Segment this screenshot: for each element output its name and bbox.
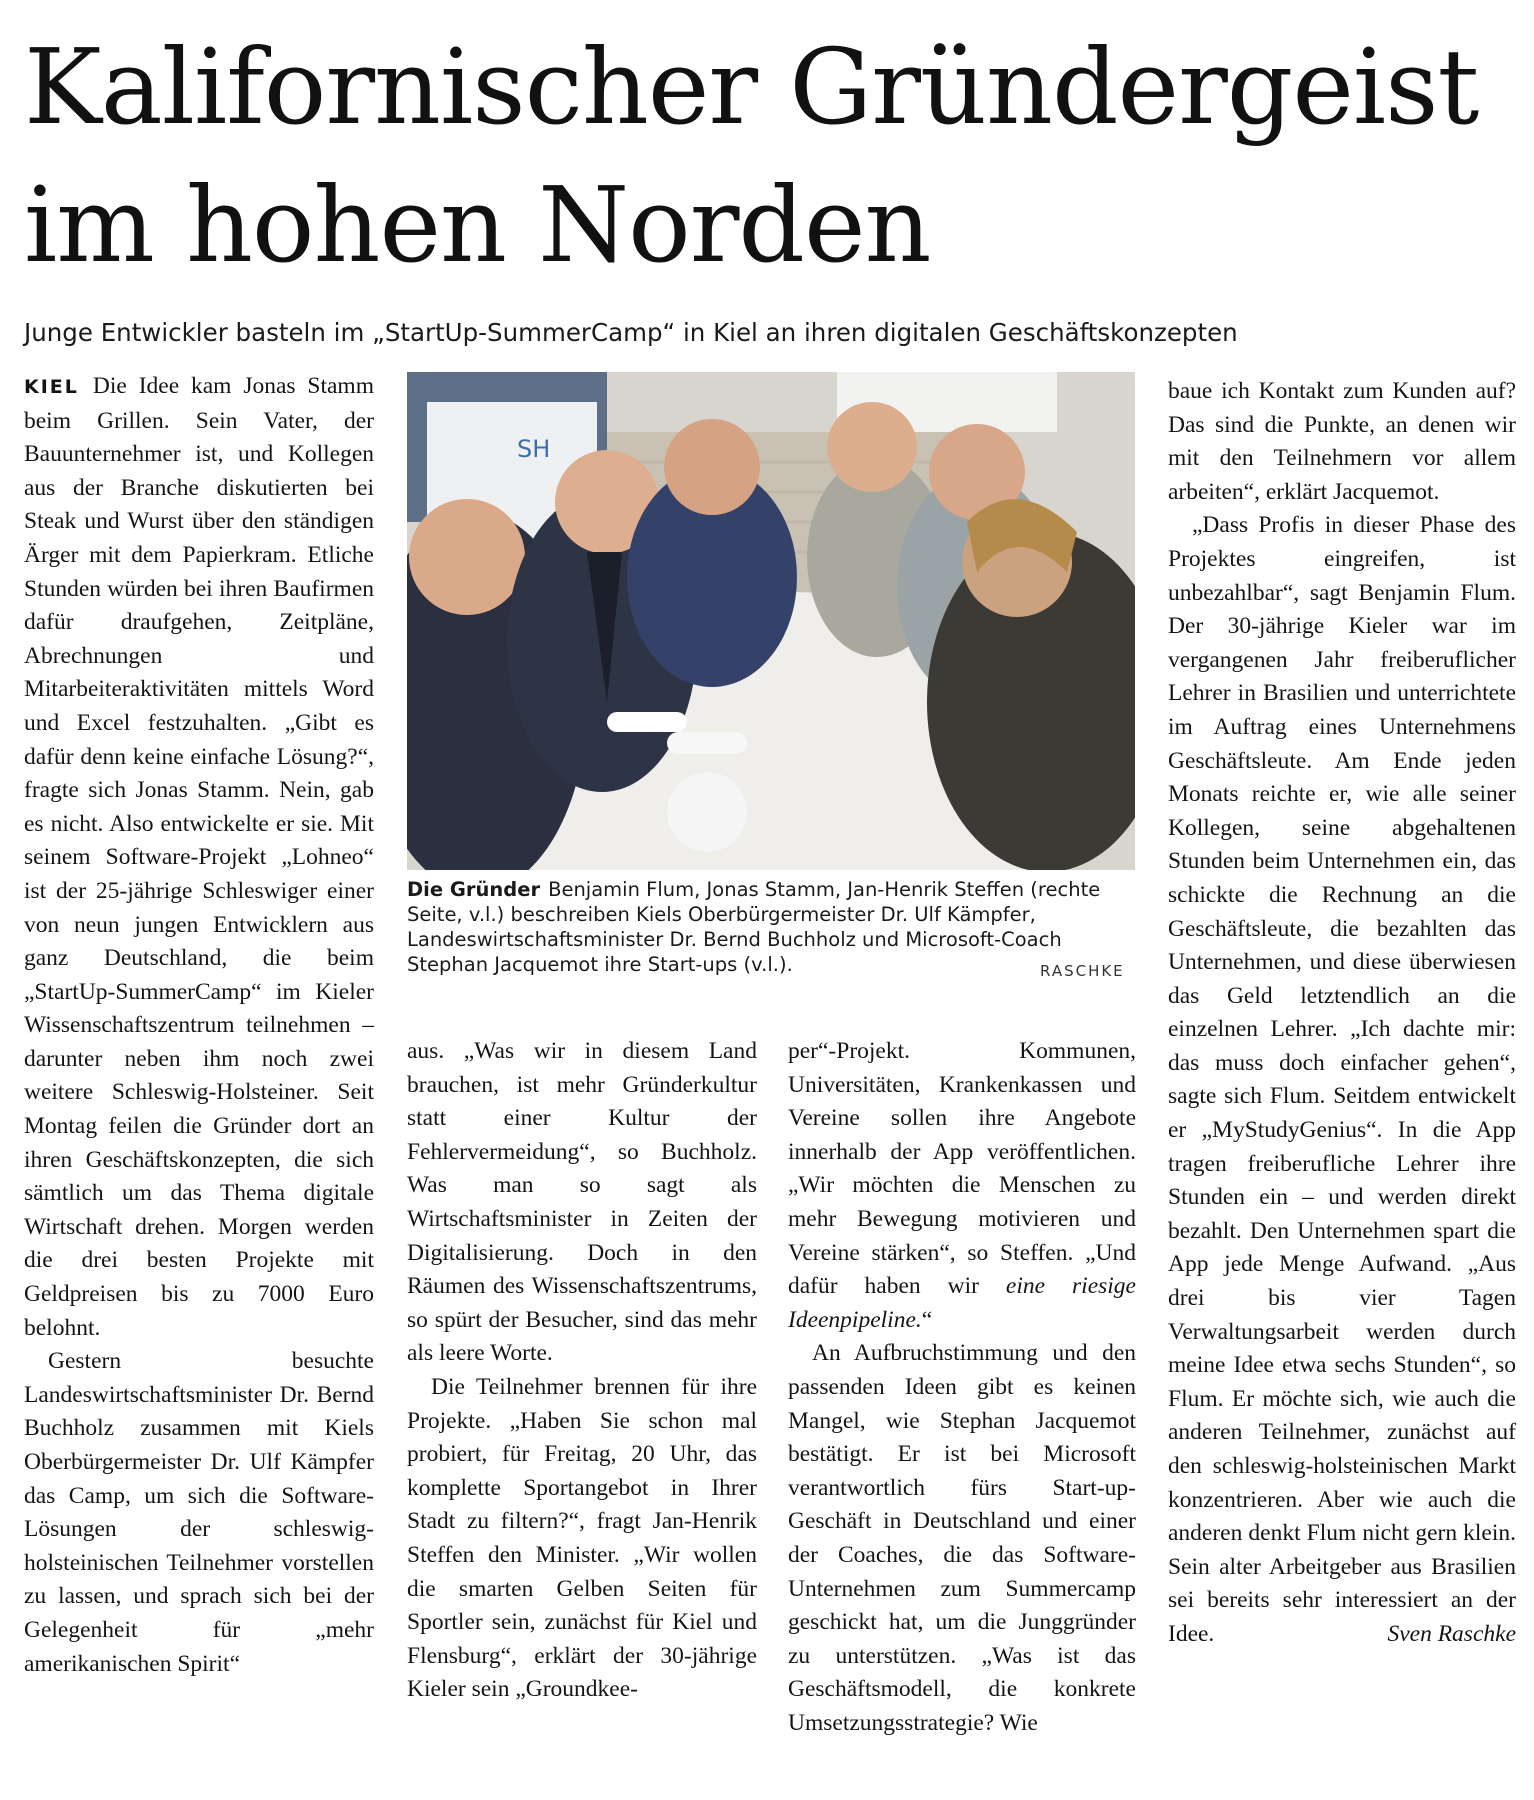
- caption-title: Die Gründer: [407, 878, 541, 901]
- paragraph-text: Die Idee kam Jonas Stamm beim Grillen. Sein Vater, der Bauunternehmer ist, und Kollegen aus der Branche diskutierten bei Steak und Wurst über den ständigen Ärger mit dem Papierkram. Etliche Stunden würden bei ihren Baufirmen dafür draufgehen, Zeitpläne, Abrechnungen und Mitarbeiteraktivitäten mittels Word und Excel festzuhalten. „Gibt es dafür denn keine einfache Lösung?“, fragte sich Jonas Stamm. Nein, gab es nicht. Also entwickelte er sie. Mit seinem Software-Projekt „Lohneo“ ist der 25-jährige Schleswiger einer von neun jungen Entwicklern aus ganz Deutschland, die beim „StartUp-SummerCamp“ im Kieler Wissenschaftszentrum teilnehmen – darunter neben ihm noch zwei weitere Schleswig-Holsteiner. Seit Montag feilen die Gründer dort an ihren Geschäftskonzepten, die sich sämtlich um das Thema digitale Wirtschaft drehen. Morgen werden die drei besten Projekte mit Geldpreisen bis zu 7000 Euro belohnt.: [24, 373, 374, 1341]
- banner-text: SH: [517, 435, 551, 463]
- paragraph: aus. „Was wir in diesem Land brauchen, ist mehr Gründerkultur statt einer Kultur der Fehlervermeidung“, so Buchholz. Was man so sagt als Wirtschaftsminister in Zeiten der Digitalisierung. Doch in den Räumen des Wissenschaftszentrums, so spürt der Besucher, sind das mehr als leere Worte.: [407, 1038, 757, 1367]
- paragraph: [1168, 509, 1516, 1651]
- dateline: KIEL: [24, 376, 79, 398]
- article-column-4: [1168, 375, 1516, 1652]
- article-column-2: [407, 1035, 757, 1707]
- article-column-3: [788, 1035, 1136, 1740]
- paragraph: [788, 1035, 1136, 1337]
- emphasized-text: eine riesige Ideenpipeline.: [788, 1273, 1136, 1333]
- closing-quote: “: [921, 1306, 933, 1333]
- paragraph-text: per“-Projekt. Kommunen, Universitäten, Krankenkassen und Vereine sollen ihre Angebote innerhalb der App veröffentlichen. „Wir möchten die Menschen zu mehr Bewegung motivieren und Vereine stärken“, so Steffen. „Und dafür haben wir: [788, 1038, 1136, 1300]
- caption-text: Benjamin Flum, Jonas Stamm, Jan-Henrik Steffen (rechte Seite, v.l.) beschreiben Kiels Oberbürgermeister Dr. Ulf Kämpfer, Landeswirtschaftsminister Dr. Bernd Buchholz und Microsoft-Coach Stephan Jacquemot ihre Start-ups (v.l.).: [407, 878, 1101, 976]
- paragraph: baue ich Kontakt zum Kunden auf? Das sind die Punkte, an denen wir mit den Teilnehmern vor allem arbeiten“, erklärt Jacquemot.: [1168, 378, 1516, 505]
- paragraph: [24, 370, 374, 1345]
- headline: Kalifornischer Gründergeist im hohen Norden: [24, 26, 1479, 286]
- photo-illustration: [407, 372, 1135, 870]
- subheadline: Junge Entwickler basteln im „StartUp-SummerCamp“ in Kiel an ihren digitalen Geschäftskonzepten: [24, 318, 1238, 347]
- paragraph: Gestern besuchte Landeswirtschaftsminister Dr. Bernd Buchholz zusammen mit Kiels Oberbürgermeister Dr. Ulf Kämpfer das Camp, um sich die Software-Lösungen der schleswig-holsteinischen Teilnehmer vorstellen zu lassen, und sprach sich bei der Gelegenheit für „mehr amerikanischen Spirit“: [24, 1348, 374, 1677]
- article-column-1: [24, 370, 374, 1681]
- photo-caption: [407, 877, 1135, 977]
- paragraph: Die Teilnehmer brennen für ihre Projekte. „Haben Sie schon mal probiert, für Freitag, 20 Uhr, das komplette Sportangebot in Ihrer Stadt zu filtern?“, fragt Jan-Henrik Steffen den Minister. „Wir wollen die smarten Gelben Seiten für Sportler sein, zunächst für Kiel und Flensburg“, erklärt der 30-jährige Kieler sein „Groundkee-: [407, 1373, 757, 1703]
- paragraph: An Aufbruchstimmung und den passenden Ideen gibt es keinen Mangel, wie Stephan Jacquemot bestätigt. Er ist bei Microsoft verantwortlich fürs Start-up-Geschäft in Deutschland und einer der Coaches, die das Software-Unternehmen zum Summercamp geschickt hat, um die Junggründer zu unterstützen. „Was ist das Geschäftsmodell, die konkrete Umsetzungsstrategie? Wie: [788, 1340, 1136, 1736]
- paragraph-text: „Dass Profis in dieser Phase des Projektes eingreifen, ist unbezahlbar“, sagt Benjamin Flum. Der 30-jährige Kieler war im vergangenen Jahr freiberuflicher Lehrer in Brasilien und unterrichtete im Auftrag eines Unternehmens Geschäftsleute. Am Ende jeden Monats reichte er, wie alle seiner Kollegen, seine abgehaltenen Stunden beim Unternehmen ein, das schickte die Rechnung an die Geschäftsleute, die bezahlten das Unternehmen, und diese überwiesen das Geld letztendlich an die einzelnen Lehrer. „Ich dachte mir: das muss doch einfacher gehen“, sagte sich Flum. Seitdem entwickelt er „MyStudyGenius“. In die App tragen freiberufliche Lehrer ihre Stunden ein – und werden direkt bezahlt. Den Unternehmen spart die App jede Menge Aufwand. „Aus drei bis vier Tagen Verwaltungsarbeit werden durch meine Idee etwa sechs Stunden“, so Flum. Er möchte sich, wie auch die anderen Teilnehmer, zunächst auf den schleswig-holsteinischen Markt konzentrieren. Aber wie auch die anderen denkt Flum nicht gern klein. Sein alter Arbeitgeber aus Brasilien sei bereits sehr interessiert an der Idee.: [1168, 512, 1516, 1647]
- article-photo: [407, 372, 1135, 870]
- author-byline: Sven Raschke: [1387, 1620, 1516, 1647]
- photo-credit: RASCHKE: [1040, 962, 1125, 980]
